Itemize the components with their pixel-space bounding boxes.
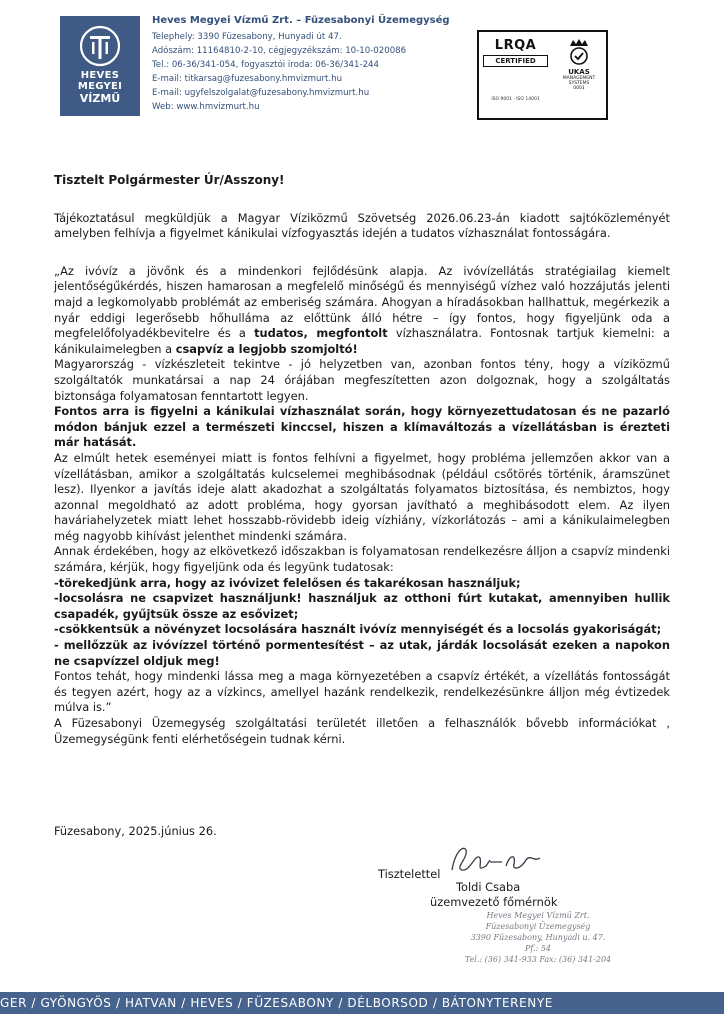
phone-line: Tel.: 06-36/341-054, fogyasztói iroda: 06-36/341-244: [152, 60, 379, 70]
handwritten-signature: [446, 840, 546, 880]
logo-line-2: VÍZMŰ: [79, 92, 121, 105]
web-line: Web: www.hmvizmurt.hu: [152, 102, 260, 112]
ukas-mark: [552, 32, 606, 118]
company-logo: [60, 16, 140, 116]
p1-bold-d: csapvíz a legjobb szomjoltó!: [175, 341, 358, 356]
bullet-1: -törekedjünk arra, hogy az ivóvizet felelősen és takarékosan használjuk;: [54, 575, 521, 590]
footer-bar: [0, 992, 724, 1014]
stamp-line-2: Füzesabonyi Üzemegység: [485, 922, 591, 931]
intro-paragraph: Tájékoztatásul megküldjük a Magyar Víziközmű Szövetség 2026.06.23-án kiadott sajtóközleményét amelyben felhívja a figyelmet kánikulai vízfogyasztás idején a tudatos vízhasználat fontosságára.: [54, 210, 670, 241]
signer-title: üzemvezető főmérnök: [430, 895, 558, 909]
signer-name: Toldi Csaba: [456, 880, 521, 894]
lrqa-iso: ISO 9001 · ISO 14001: [491, 97, 540, 102]
bullet-2: -locsolásra ne csapvizet használjunk! használjuk az otthoni fúrt kutakat, amennyiben hullik csapadék, gyűjtsük össze az esővizet;: [54, 591, 670, 621]
paragraph-6: Fontos tehát, hogy mindenki lássa meg a maga környezetében a csapvíz értékét, a vízellátás fontosságát és tegyen azért, hogy az a vízkincs, amellyel hazánk rendelkezik, rendelkezésünkre álljon még évtizedek múlva is.”: [54, 669, 670, 715]
org-name: Heves Megyei Vízmű Zrt. – Füzesabonyi Üzemegység: [152, 15, 450, 26]
faucet-emblem-icon: [78, 24, 122, 68]
paragraph-4: Az elmúlt hetek eseményei miatt is fontos felhívni a figyelmet, hogy probléma jellemzően akkor van a vízellátásban, amikor a szolgáltatás kulcselemei meghibásodnak (például csőtörés történik, áramszünet lesz). Ilyenkor a javítás ideje alatt akadozhat a szolgáltatás folyamatos biztosítása, és nembiztos, hogy azonnal megoldható az adott probléma, hogy gyorsan javítható a meghibásodott elem. Az ilyen haváriahelyzetek miatt lehet hosszabb-rövidebb ideig vízhiány, vízkorlátozás – ami a kánikulaimelegben még nagyobb kihívást jelenthet mindenki számára.: [54, 450, 670, 543]
paragraph-1: [54, 264, 670, 358]
email-line-2: E-mail: ugyfelszolgalat@fuzesabony.hmvizmurt.hu: [152, 88, 370, 98]
ukas-sub: MANAGEMENT SYSTEMS: [562, 76, 596, 86]
email-line-1: E-mail: titkarsag@fuzesabony.hmvizmurt.hu: [152, 74, 343, 84]
org-header: [152, 14, 452, 114]
stamp-line-4: Pf.: 54: [524, 944, 552, 953]
ukas-number: 0001: [573, 86, 585, 91]
p1-bold-b: tudatos, megfontolt: [254, 326, 388, 341]
footer-locations: GER / GYÖNGYÖS / HATVAN / HEVES / FÜZESABONY / DÉLBORSOD / BÁTONYTERENYE: [0, 996, 553, 1010]
bullet-4: - mellőzzük az ivóvízzel történő pormentesítést – az utak, járdák locsolását ezeken a napokon ne csapvízzel oldjuk meg!: [54, 638, 670, 668]
company-stamp: [418, 910, 658, 965]
ukas-text: UKAS: [568, 68, 590, 76]
certification-badge: [477, 30, 608, 120]
closing: Tisztelettel: [378, 867, 441, 881]
p1-text-c: vízhasználatra. Fontosnak tartjuk kiemelni: a kánikulaimelegben a: [54, 326, 671, 356]
lrqa-mark: [479, 32, 552, 118]
salutation: Tisztelt Polgármester Úr/Asszony!: [54, 173, 285, 187]
paragraph-7: A Füzesabonyi Üzemegység szolgáltatási területét illetően a felhasználók bővebb információkat , Üzemegységünk fenti elérhetőségein tudnak kérni.: [54, 716, 670, 746]
lrqa-text: LRQA: [494, 38, 537, 53]
bullet-3: -csökkentsük a növényzet locsolására használt ivóvíz mennyiségét és a locsolás gyakoriságát;: [54, 622, 662, 637]
tax-line: Adószám: 11164810-2-10, cégjegyzékszám: 10-10-020086: [152, 46, 407, 56]
stamp-line-5: Tel.: (36) 341-933 Fax: (36) 341-204: [464, 955, 612, 964]
paragraph-3: Fontos arra is figyelni a kánikulai vízhasználat során, hogy környezettudatosan és ne pazarló módon bánjuk ezzel a természeti kinccsel, hiszen a klímaváltozás a vízellátásban is érezteti már hatását.: [54, 404, 670, 450]
stamp-line-1: Heves Megyei Vízmű Zrt.: [486, 911, 590, 920]
crown-check-icon: [564, 36, 594, 66]
lrqa-certified: CERTIFIED: [483, 55, 548, 67]
letter-date: Füzesabony, 2025.június 26.: [54, 824, 217, 838]
paragraph-2: Magyarország - vízkészleteit tekintve - jó helyzetben van, azonban fontos tény, hogy a víziközmű szolgáltatók munkatársai a nap 24 órájában megfeszítetten azon dolgoznak, hogy a szolgáltatás biztonsága folyamatosan fenntartott legyen.: [54, 357, 670, 403]
address-line: Telephely: 3390 Füzesabony, Hunyadi út 47.: [152, 32, 342, 42]
p1-text-a: „Az ivóvíz a jövőnk és a mindenkori fejlődésünk alapja. Az ivóvízellátás stratégiailag kiemelt jelentőségűkérdés, hiszen hamarosan a megfelelő minőségű és mennyiségű vízhez való hozzájutás jelenti majd a legkomolyabb problémát az emberiség számára. Ahogyan a híradásokban hallhattuk, megérkezik a nyár eddigi legerősebb hőhulláma az előttünk álló hétre – így fontos, hogy figyeljünk oda a megfelelőfolyadékbevitelre és a: [54, 263, 670, 341]
logo-line-1: HEVES MEGYEI: [77, 70, 123, 92]
letter-body: [54, 173, 670, 747]
paragraph-5: Annak érdekében, hogy az elkövetkező időszakban is folyamatosan rendelkezésre álljon a csapvíz mindenki számára, kérjük, hogy figyeljünk oda és legyünk tudatosak:: [54, 544, 670, 575]
stamp-line-3: 3390 Füzesabony, Hunyadi u. 47.: [470, 933, 606, 942]
